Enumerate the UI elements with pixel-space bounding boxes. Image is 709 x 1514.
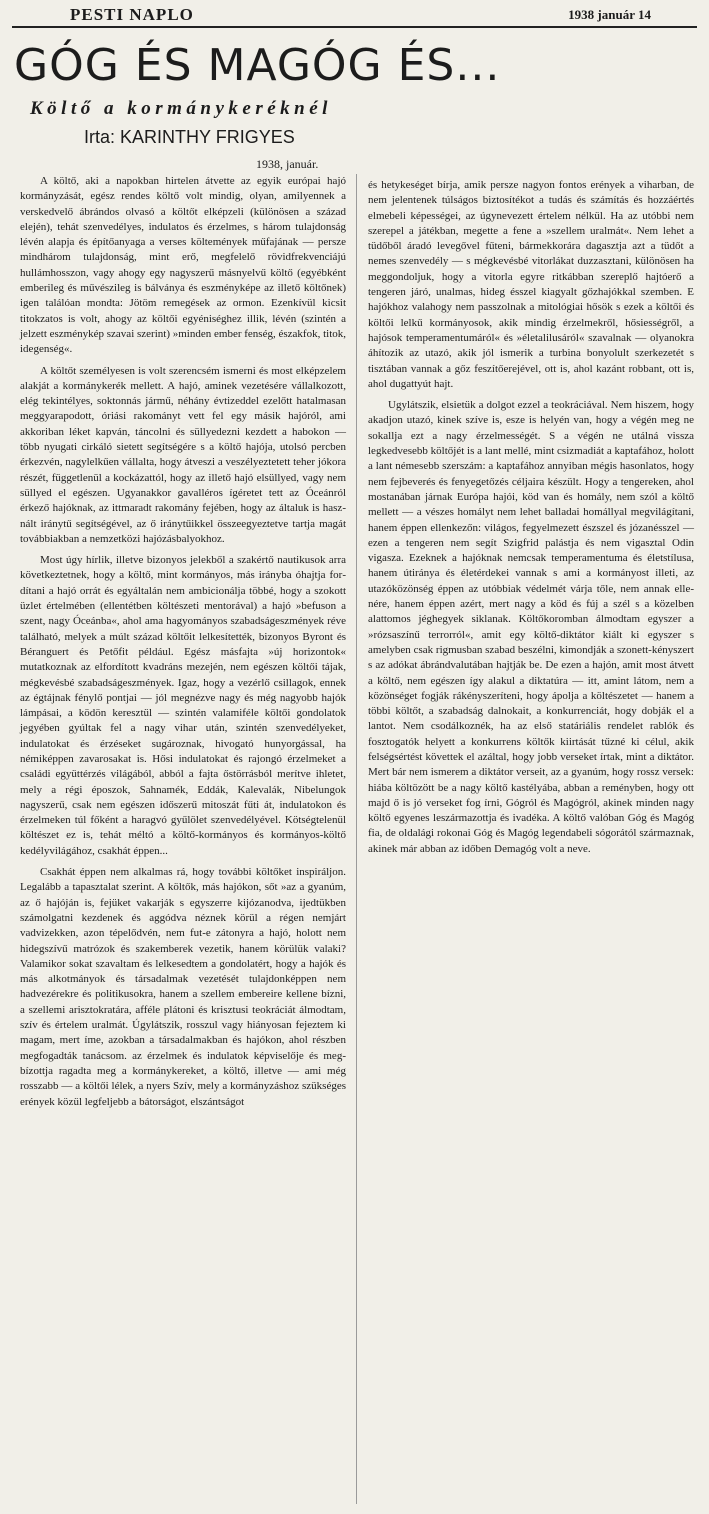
right-column [368, 178, 694, 855]
article-subtitle: Költő a kormánykeréknél [30, 98, 332, 119]
article-byline: Irta: KARINTHY FRIGYES [84, 127, 295, 147]
paragraph: és hetykeséget bírja, amik persze nagyon fontos erények a viharban, de nem jelentenek túlságos biztosítékot a tudás és számítás és hozzáértés elmebeli képességei, az úgynevezett értelem nélkül. Ha az utóbbi nem szerepel a játékban, megette a fene a »szellem uralmát«. Nem lehet a tüdőből áradó levegővel fűteni, bármekkorára dagasztja azt a tüdőt a nemes szenvedély — s mégkevésbé vitorlákat duzzasztani, különösen ha meggondoljuk, hogy a vitorla egyre ritkábban szereplő hajtóerő a tengeren járó, unalmas, hideg ésszel kiagyalt gőzhajókkal szemben. E hajókhoz valahogy nem passzolnak a mitológiai hősök s ezek a költői és költői lelkű kormányosok, akik mindig érzelmekről, hősiességről, a hajósok temperamentumáról« és »életalilusáról« szavalnak — olyanokra áhítozik az utazó, akik jól ismerik a turbina bonyolult szerkezetét s tisztában vannak a gőz feszítőerejével, ott is, ahol kazánt robbant, ott is, ahol dugattyút hajt. [368, 179, 694, 390]
paragraph: A költő, aki a napokban hirtelen átvette az egyik európai hajó kormányzását, egész rendes költő volt mindig, olyan, amilyennek a verskedvelő ábrándos olvasó a költőt elképzeli (különösen a század elején), tehát szenvedélyes, indulatos és érzelmes, s három tulajdonság lévén alapja és építőanyaga a verses költemények műfajának — persze mindhárom tulajdonság, mint erő, megfelelő rövidfrekvenciájú hullámhosszon, vagy ahogy egy nagyszerű másnyelvű költő (egyébként emberileg és művészileg is bálványa és eszményképe az illető költőnek) igen találóan mondta: Jötöm remegések az ormon. Ezenkívül kicsit titokzatos is volt, ahogy az költői egyéniséghez illik, lévén (szintén a jelzett eszménykép szavai szerint) »minden ember fenség, északfok, titok, idegenség«. [20, 175, 346, 356]
newspaper-name: PESTI NAPLO [70, 5, 194, 24]
paragraph: Csakhát éppen nem alkalmas rá, hogy további költőket inspiráljon. Legalább a tapasztalat szerint. A költők, más hajókon, sőt »az a gyanúm, az ő hajóján is, fejüket vakarják s egyszerre kijózanodva, ijedtükben számolgatni kezdenek és aggódva néznek körül a régen nemjárt vadvizekken, azon tépelődvén, nem fut-e zátonyra a hajó, holott nem hidegszívű matrózok és szakemberek vezetik, hanem körülük valaki? Valamikor sokat szavaltam és lelkesedtem a gondolatért, hogy a hajók és más alkotmányok és társadalmak vezetését tulajdonképpen nem hadvezérekre és politikusokra, hanem a szellem embereire kellene bízni, a szellemi arisztokratára, afféle plátoni és krisztusi teokráciát álmodtam, szív és értelem uralmát. Úgylátszik, rosszul vagy hiányosan fejeztem ki magam, mert íme, azokban a társadalmakban és hajókon, ahol részben megfogadták tanácsom. az érzelmek és indulatok képviselője és megbízottja ragadta meg a kormánykereket, a költő, illetve — ami még rosszabb — a költői lélek, a nyers Szív, mely a kormányzáshoz szükséges erények közül legfeljebb a bátorságot, elszántságot [20, 866, 346, 1108]
left-column [20, 174, 346, 1510]
paragraph: Most úgy hírlik, illetve bizonyos jelekből a szakértő nautikusok arra következtetnek, hogy a költő, mint kormányos, más irányba óhajtja fordítani a hajó orrát és egyáltalán nem ambicionálja többé, hogy a szokott üzlet értelmében (ellentétben költészeti mentorával) a hajó »befuson a szent, nagy Óceánba«, ahol ama hagyományos szabadságeszmények réve található, melyek a múlt század költőit lelkesítették, bizonyos Byront és Béranguert és Petőfit például. Egész másfajta »új horizontok« mutatkoznak az elfordított kvadráns mezején, nem egészen költői tájak, mégkevésbé szabadságeszmények. Igaz, hogy a vezérlő csillagok, ennek az égtájnak fénylő pontjai — jól megnézve nagy és még nagyobb hajók lámpásai, a ködön keresztül — szintén valamiféle költői gondolatok jegyében gyúltak fel a nagy vihar után, szintén szenvedélyeket, indulatokat és érzéseket sugároznak, hivogató hunyorgással, ha némiképpen zavarosakat is. Hősi indulatokat és rajongó érzelmeket a családi együttérzés világából, abból a fajta őstörrásból merítve ihletet, mely a régi époszok, Sahnamék, Eddák, Kalevalák, Nibelungok nagyszerű, csak nem egészen időszerű mitoszát fűti át, indulatokon és érzelmeken túl főként a haragvó gyűlölet szenvedélyével. Kötségtelenül költészet ez is, tehát méltó a költő-kormányos és kormányos-költő kedélyvilágához, csakhát éppen... [20, 554, 346, 857]
paragraph: Ugylátszik, elsietük a dolgot ezzel a teokráciával. Nem hiszem, hogy akadjon utazó, kinek szíve is, esze is helyén van, hogy a végén meg ne sokallja ezt a nagy érzelmességét. S a végén ne utálná vissza legkedvesebb költőjét is a lant mellé, mint csizmadiát a kaptafához, holott a lant némesebb szerszám: a kaptafához annyiban mégis hasonlatos, hogy nem fejbeverés és fenyegetőzés céljaira készült. Hogy a tengereken, ahol mostanában járnak Európa hajói, köd van és homály, nem szól a költő mellett — a vészes homályt nem lehet balladai homállyal megvilágítani, hanem éppen ellenkezőn: világos, fegyelmezett észszel és józanésszel — ezen a tengeren nem segít Szigfrid palástja és nem vigasztal Odin vigasza. Ezeknek a hajóknak nemcsak temperamentuma és életstílusa, hanem útiránya és életérdekei vannak s ami a kormányost illeti, az utazóközönség éppen az utóbbiak védelmét várja tőle, nem annak ellenére, hanem éppen azért, mert nagy a köd és fúj a szél s a közelben alattomos jéghegyek siklanak. Költőkoromban álmodtam egyszer a »rózsaszínű terrorról«, amit egy költő-diktátor kiált ki egyszer s amelyben csak rigmusban szabad beszélni, kimondják a szonett-kényszert s az adókat ábrándvalutában hajtják be. De ezen a hajón, amit most átvett a költő, nem egészen így alakul a diktatúra — itt, amint látom, nem a közönséget fogják rákényszeríteni, hogy ápolja a költészetet — hanem a többi költőt, a szabadság dalnokait, a konkurrenciát, hogy dobják el a lantot. Nem csodálkoznék, ha az első statáriális rendelet rablók és fosztogatók helyett a konkurrens költők kiirtását tűzné ki célul, akik felségsértést követtek el azáltal, hogy jobb verseket írtak, mint a diktátor. Mert bár nem ismerem a diktátor verseit, az a gyanúm, hogy rossz versek: hiába költözött be a nagy költő kastélyába, abban a reményben, hogy ott majd ő is jó verseket fog írni, Gógról és Magógról, akinek minden nagy költő egyenes leszármazottja és ivadéka. A költő valóban Góg és Magóg fia, de oldalági rokonai Góg és Magóg legendabeli sógorától származnak, akinek már abban az időben Demagóg volt a neve. [368, 399, 694, 855]
masthead [12, 4, 697, 28]
issue-date: 1938 január 14 [568, 7, 651, 22]
article-dateline: 1938, január. [256, 157, 319, 171]
column-divider [356, 174, 357, 1504]
article-headline: GÓG ÉS MAGÓG ÉS... [14, 40, 501, 91]
paragraph: A költőt személyesen is volt szerencsém ismerni és most elképzelem alakját a kormánykerék mellett. A hajó, aminek vezetésére vállalkozott, elég tekintélyes, soktonnás jármű, néhány évtizeddel ezelőtt hatalmasan meggyarapodott, óriási rakományt vett fel egy másik hajóról, ami akkoriban léket kapván, táncolni és süllyedezni kezdett a habokon — több nyugati cirkáló sietett segítségére s a költő hajója, utolsó percben érkezvén, nagylelkűen vállalta, hogy átveszi a veszélyeztetett teher jókora részét, függetlenül a kockázattól, hogy az illető hajó elsüllyed, vagy nem süllyed el egészen. Ugyanakkor gavalléros ígéretet tett az Óceánról érkező hajóknak, az ittmaradt rakomány fejében, hogy az általuk is használt iránytű segítségével, az ő iránytűikkel összeegyeztetve tartja magát továbbiakban a nemzetközi hajózásbalyokhoz. [20, 364, 346, 545]
